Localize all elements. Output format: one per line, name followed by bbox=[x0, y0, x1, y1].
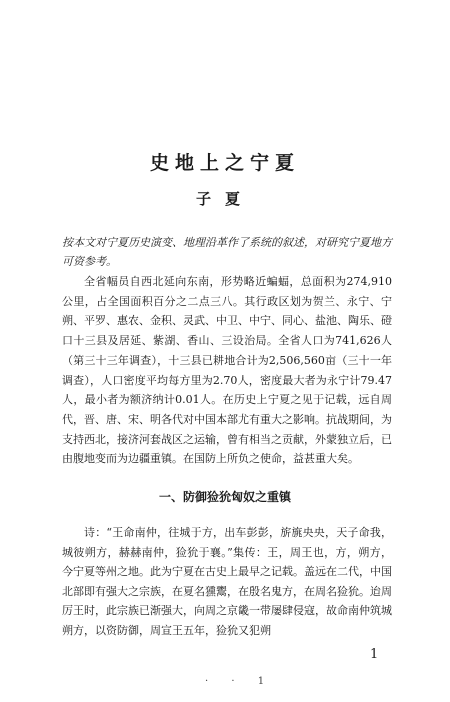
article-author: 子夏 bbox=[195, 190, 254, 208]
body-paragraph: 全省幅员自西北延向东南，形势略近蝙蝠，总面积为274,910公里，占全国面积百分之二点三八。其行政区划为贺兰、永宁、宁朔、平罗、惠农、金积、灵武、中卫、中宁、同心、盐池、陶乐、磴口十三县及居延、紫湖、香山、三设治局。全省人口为741,626人（第三十三年调查），十三县已耕地合计为2,506,560亩（三十一年调查），人口密度平均每方里为2.70人，密度最大者为永宁计79.47人，最小者为额济纳计0.01人。在历史上宁夏之见于记载，远自周代，晋、唐、宋、明各代对中国本部尤有重大之影响。抗战期间，为支持西北，接济河套战区之运输，曾有相当之贡献，外蒙独立后，已由腹地变而为边疆重镇。在国防上所负之使命，益甚重大矣。 bbox=[62, 275, 392, 466]
section-heading: 一、防御猃狁匈奴之重镇 bbox=[158, 490, 291, 504]
section-body bbox=[62, 523, 392, 641]
footer-marks: · · 1 bbox=[205, 676, 275, 687]
article-title: 史地上之宁夏 bbox=[149, 152, 300, 174]
page-number: 1 bbox=[370, 647, 379, 662]
article-body bbox=[62, 272, 392, 469]
section-paragraph: 诗：“王命南仲，往城于方，出车彭彭，旂旐央央，天子命我，城彼朔方，赫赫南仲，猃狁于襄。”集传：王，周王也，方，朔方，今宁夏等州之地。此为宁夏在古史上最早之记载。盖远在二代，中国北部即有强大之宗族，在夏名獯鬻，在殷名鬼方，在周名猃狁。迨周厉王时，此宗族已渐强大，向周之京畿一带屡肆侵寇，故命南仲筑城朔方，以资防御，周宣王五年，猃狁又犯朔 bbox=[62, 526, 392, 637]
article-abstract: 按本文对宁夏历史演变、地理沿革作了系统的叙述，对研究宁夏地方可资参考。 bbox=[62, 236, 392, 268]
